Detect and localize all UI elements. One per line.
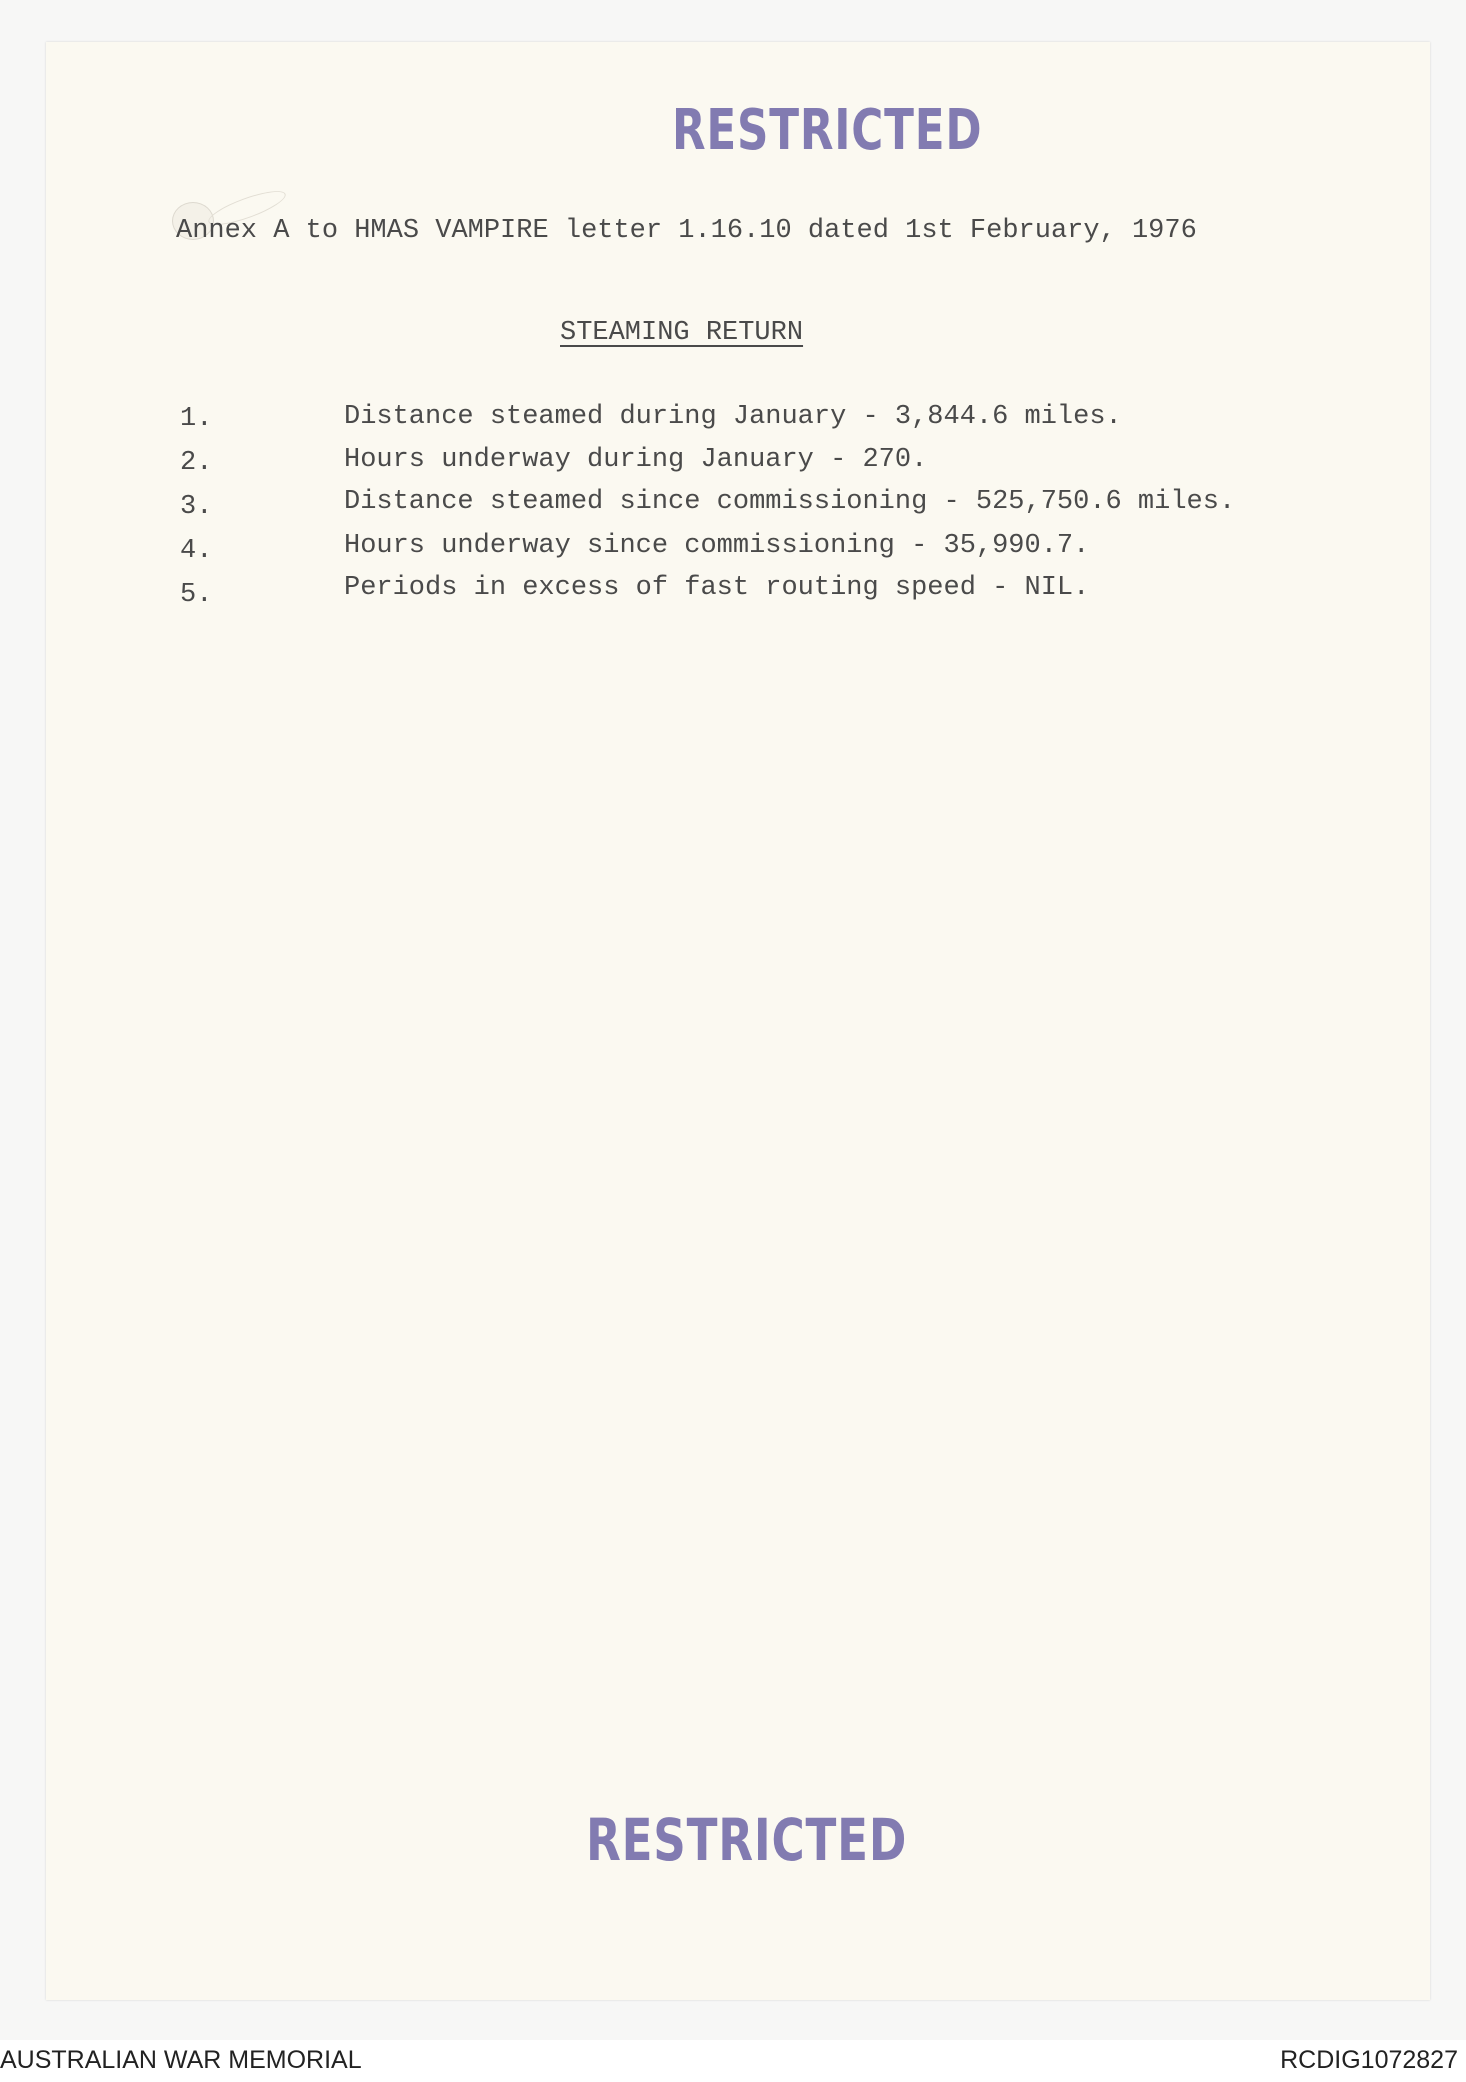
restricted-stamp-bottom: RESTRICTED: [586, 1806, 908, 1874]
list-item-number: 1.: [180, 404, 213, 434]
archive-credit: AUSTRALIAN WAR MEMORIAL: [0, 2046, 362, 2074]
annex-reference-line: Annex A to HMAS VAMPIRE letter 1.16.10 dated 1st February, 1976: [176, 216, 1197, 246]
restricted-stamp-top: RESTRICTED: [672, 98, 983, 163]
list-item-text: Periods in excess of fast routing speed - NIL.: [344, 573, 1090, 603]
list-item-number: 5.: [180, 580, 213, 610]
document-heading: STEAMING RETURN: [560, 318, 804, 348]
list-item-text: Distance steamed during January - 3,844.6 miles.: [344, 402, 1122, 432]
list-item-number: 2.: [180, 448, 213, 478]
archive-record-id: RCDIG1072827: [1280, 2046, 1458, 2074]
list-item-text: Hours underway during January - 270.: [344, 445, 928, 475]
list-item-text: Hours underway since commissioning - 35,990.7.: [344, 531, 1090, 561]
list-item-number: 3.: [180, 492, 213, 522]
list-item-text: Distance steamed since commissioning - 525,750.6 miles.: [344, 487, 1236, 517]
list-item-number: 4.: [180, 536, 213, 566]
